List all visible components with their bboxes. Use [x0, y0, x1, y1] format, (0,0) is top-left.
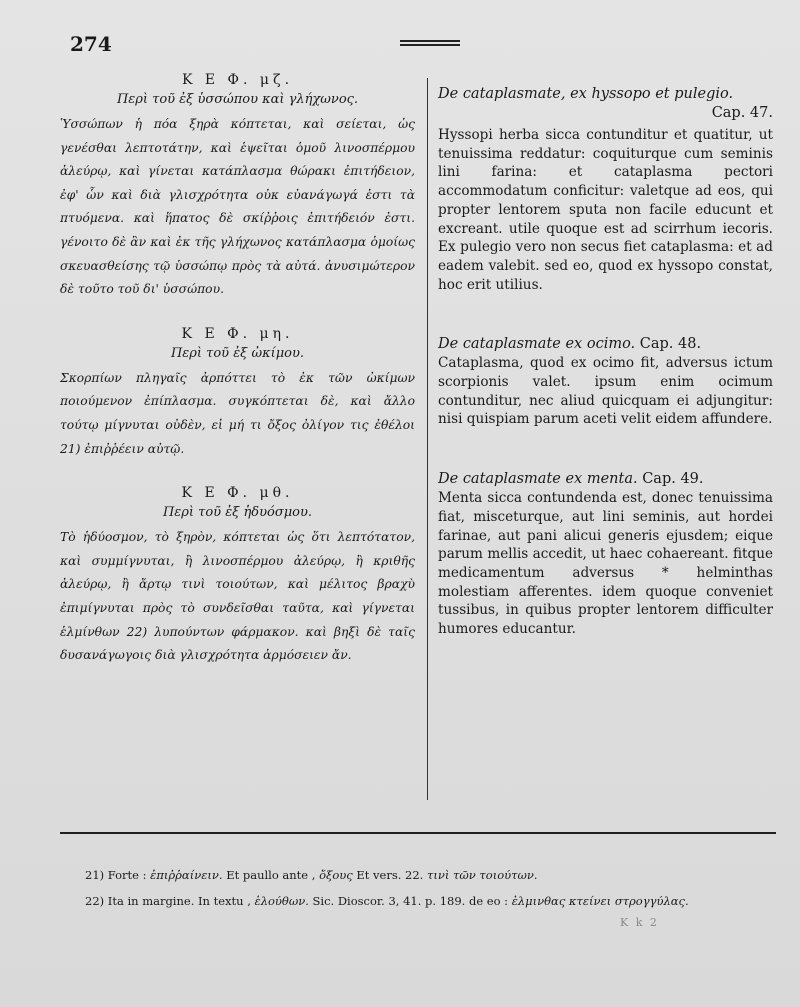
footnote-greek: ἐπιῤῥαίνειν. — [150, 868, 223, 882]
greek-chapter-heading: Κ Ε Φ. μζ. — [181, 72, 294, 88]
footnote-greek: τινὶ τῶν τοιούτων. — [427, 868, 538, 882]
greek-chapter-47 — [60, 72, 415, 302]
footnote-21 — [85, 862, 775, 888]
greek-chapter-49 — [60, 485, 415, 668]
footnote-label: 22) Ita in margine. — [85, 894, 195, 908]
latin-chapter-heading — [438, 334, 773, 354]
greek-chapter-title: Περὶ τοῦ ἐξ ὠκίμου. — [170, 345, 305, 361]
latin-chapter-text: Menta sicca contundenda est, donec tenuissima fiat, misceturque, aut lini seminis, aut hordei farinae, aut pani alicui generis ejusdem; eique parum mellis accedit, ut haec cohaereant. fitque medicamentum adversus * helminthas molestiam afferentes. idem quoque conveniet tussibus, in quibus propter lentorem difficulter humores educantur. — [438, 490, 773, 638]
footnote-text: Et paullo ante , — [226, 868, 316, 882]
footnote-greek: ὄξους — [319, 868, 353, 882]
running-head-ornament — [400, 40, 460, 46]
greek-chapter-heading: Κ Ε Φ. μη. — [181, 325, 294, 342]
footnotes — [85, 862, 775, 914]
latin-chapter-text: Hyssopi herba sicca contunditur et quatitur, ut tenuissima reddatur: coquiturque cum seminis lini farina: et cataplasma pectori accommodatum conficitur: valetque ad eos, qui propter lentorem sputa non facile educunt et excreant. utile quoque est ad scirrhum iecoris. Ex pulegio vero non secus fiet cataplasma: et ad eadem valebit. sed eo, quod ex hyssopo constat, hoc erit utilius. — [438, 127, 773, 293]
footnote-text: In textu , — [198, 894, 251, 908]
latin-chapter-number: Cap. 48. — [639, 336, 702, 353]
latin-chapter-title: De cataplasmate ex menta. — [438, 471, 638, 488]
latin-chapter-title: De cataplasmate, ex hyssopo et pulegio. — [438, 86, 734, 102]
greek-chapter-text: Τὸ ἡδύοσμον, τὸ ξηρὸν, κόπτεται ὡς ὅτι λεπτότατον, καὶ συμμίγνυται, ἢ λινοσπέρμου ἀλεύρῳ, ἢ κριθῆς ἀλεύρῳ, ἢ ἄρτῳ τινὶ τοιούτων, καὶ μέλιτος βραχὺ ἐπιμίγνυται πρὸς τὸ συνδεῖσθαι ταῦτα, καὶ γίγνεται ἑλμίνθων 22) λυπούντων φάρμακον. καὶ βηξὶ δὲ ταῖς δυσανάγωγοις διὰ γλισχρότητα ἁρμόσειεν ἄν. — [60, 530, 415, 663]
footnote-text: Et vers. 22. — [356, 868, 424, 882]
greek-chapter-text: Σκορπίων πληγαῖς ἀρπόττει τὸ ἐκ τῶν ὠκίμων ποιούμενον ἐπίπλασμα. συγκόπτεται δὲ, καὶ ἄλλο τούτῳ μίγνυται οὐδὲν, εἰ μή τι ὄξος ὀλίγον τις ἐθέλοι 21) ἐπιῤῥέειν αὐτῷ. — [60, 370, 415, 456]
latin-chapter-number: Cap. 49. — [642, 471, 704, 488]
footnote-text: Sic. Dioscor. 3, 41. p. 189. de eo : — [312, 894, 509, 908]
latin-chapter-heading — [438, 469, 773, 489]
footnote-greek: ἑλμινθας κτείνει στρογγύλας. — [511, 894, 689, 908]
printer-signature: K k 2 — [620, 916, 659, 929]
latin-chapter-49 — [438, 469, 773, 639]
column-divider — [427, 78, 428, 800]
latin-chapter-text: Cataplasma, quod ex ocimo fit, adversus ictum scorpionis valet. ipsum enim ocimum contunditur, nec aliud quicquam ei adjungitur: nisi quispiam parum aceti velit eidem affundere. — [438, 355, 773, 428]
greek-column — [60, 72, 415, 692]
latin-chapter-number: Cap. 47. — [711, 105, 773, 121]
footnote-rule — [60, 832, 776, 834]
footnote-greek: ἑλούθων. — [254, 894, 309, 908]
latin-column — [438, 84, 773, 669]
page-number: 274 — [70, 32, 112, 56]
greek-chapter-title: Περὶ τοῦ ἐξ ἡδυόσμου. — [162, 505, 313, 521]
footnote-22 — [85, 888, 775, 914]
latin-chapter-title: De cataplasmate ex ocimo. — [438, 336, 636, 353]
greek-chapter-heading: Κ Ε Φ. μθ. — [181, 485, 294, 502]
greek-chapter-text: Ὑσσώπων ἡ πόα ξηρὰ κόπτεται, καὶ σείεται, ὡς γενέσθαι λεπτοτάτην, καὶ ἑψεῖται ὁμοῦ λινοσπέρμου ἀλεύρῳ, καὶ γίνεται κατάπλασμα θώρακι ἐπιτήδειον, ἐφ' ὧν καὶ διὰ γλισχρότητα οὐκ εὐανάγωγά ἐστι τὰ πτυόμενα. καὶ ἥπατος δὲ σκίῤῥοις ἐπιτήδειόν ἐστι. γένοιτο δὲ ἂν καὶ ἐκ τῆς γλήχωνος κατάπλασμα ὁμοίως σκευασθείσης τῷ ὑσσώπῳ πρὸς τὰ αὐτά. ἀνυσιμώτερον δὲ τοῦτο τοῦ δι' ὑσσώπου. — [60, 117, 415, 297]
greek-chapter-title: Περὶ τοῦ ἐξ ὑσσώπου καὶ γλήχωνος. — [116, 92, 359, 107]
footnote-label: 21) Forte : — [85, 868, 147, 882]
greek-chapter-48 — [60, 326, 415, 461]
latin-chapter-47 — [438, 84, 773, 294]
latin-chapter-48 — [438, 334, 773, 429]
